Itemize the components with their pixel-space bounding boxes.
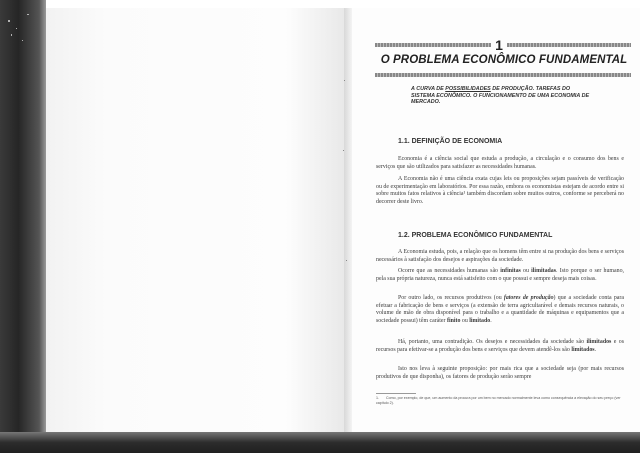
- chapter-title: O PROBLEMA ECONÔMICO FUNDAMENTAL: [380, 54, 628, 66]
- chapter-subtitle: A CURVA DE POSSIBILIDADES DE PRODUÇÃO. TAREFAS DO SISTEMA ECONÔMICO. O FUNCIONAMENTO DE UMA ECONOMIA DE MERCADO.: [411, 86, 590, 106]
- paragraph-contradiction: Há, portanto, uma contradição. Os desejos e necessidades da sociedade são ilimitados e os recursos para efetivar-se a produção dos bens e serviços que devem atendê-los são limitados.: [376, 339, 624, 353]
- paragraph-definition: Economia é a ciência social que estuda a produção, a circulação e o consumo dos bens e serviços que são utilizados para satisfazer as necessidades humanas.: [376, 156, 624, 170]
- scan-dark-edge-left: [0, 0, 46, 453]
- scan-speck: [344, 80, 345, 81]
- section-heading-1-1: 1.1. DEFINIÇÃO DE ECONOMIA: [398, 138, 503, 145]
- book-gutter: [344, 8, 352, 434]
- scan-speck: [343, 150, 344, 151]
- section-heading-1-2: 1.2. PROBLEMA ECONÔMICO FUNDAMENTAL: [398, 232, 553, 239]
- chapter-rule-bottom: [375, 73, 631, 77]
- paragraph-proposition: Isto nos leva à seguinte proposição: por mais rica que a sociedade seja (por mais recursos produtivos de que disponha), os fatores de produção serão sempre: [376, 366, 624, 380]
- footnote-rule: [376, 393, 416, 394]
- paragraph-production-factors: Por outro lado, os recursos produtivos (ou fatores de produção) que a sociedade conta para efetuar a fabricação de bens e serviços (a extensão de terra agricultarável e demais recursos naturais, o volume de mão de obra disponível para o trabalho e a quantidade de máquinas e equipamentos que a sociedade possui) têm caráter finito ou limitado.: [376, 295, 624, 325]
- paragraph-not-exact-science: A Economia não é uma ciência exata cujas leis ou proposições sejam passíveis de verificação ou de experimentação em laboratórios. Por essa razão, embora os economistas estejam de acordo entre si sobre muitos fatos relativos à ciência¹ também discordam sobre muitos outros, conforme se perceberá no decorrer deste livro.: [376, 176, 624, 206]
- paragraph-economy-studies: A Economia estuda, pois, a relação que os homens têm entre si na produção dos bens e serviços necessários à satisfação dos desejos e aspirações da sociedade.: [376, 249, 624, 263]
- paragraph-unlimited-needs: Ocorre que as necessidades humanas são infinitas ou ilimitadas. Isto porque o ser humano, pela sua própria natureza, nunca está satisfeito com o que possui e sempre deseja mais coisas.: [376, 268, 624, 282]
- chapter-number: 1: [491, 37, 507, 53]
- blank-left-page: [46, 8, 346, 434]
- footnote: 1. Como, por exemplo, de que, um aumento da procura por um bem no mercado normalmente leva como consequência a elevação do seu preço (ver capítulo 2).: [376, 396, 621, 405]
- scan-speck: [346, 260, 347, 261]
- scan-dark-edge-bottom: [0, 432, 640, 453]
- subtitle-underlined-word: POSSIBILIDADES: [445, 86, 491, 92]
